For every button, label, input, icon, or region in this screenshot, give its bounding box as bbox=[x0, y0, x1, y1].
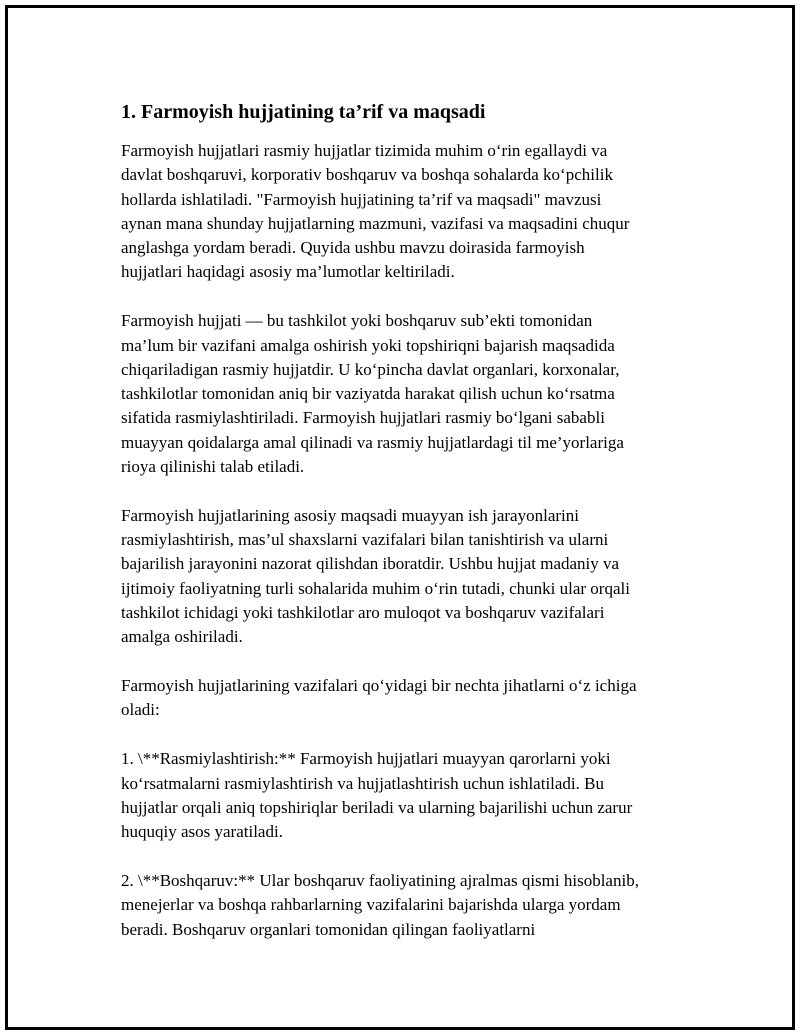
section-heading: 1. Farmoyish hujjatining ta’rif va maqsadi bbox=[121, 101, 486, 123]
list-item-formalization: 1. \**Rasmiylashtirish:** Farmoyish hujjatlari muayyan qarorlarni yoki ko‘rsatmalarni rasmiylashtirish va hujjatlashtirish uchun ishlatiladi. Bu hujjatlar orqali aniq topshiriqlar beriladi va ularning bajarilishi uchun zarur huquqiy asos yaratiladi. bbox=[121, 749, 633, 842]
paragraph-definition: Farmoyish hujjati — bu tashkilot yoki boshqaruv sub’ekti tomonidan ma’lum bir vazifani amalga oshirish yoki topshiriqni bajarish maqsadida chiqariladigan rasmiy hujjatdir. U ko‘pincha davlat organlari, korxonalar, tashkilotlar tomonidan aniq bir vaziyatda harakat qilish uchun ko‘rsatma sifatida rasmiylashtiriladi. Farmoyish hujjatlari rasmiy bo‘lgani sababli muayyan qoidalarga amal qilinadi va rasmiy hujjatlardagi til me’yorlariga rioya qilinishi talab etiladi. bbox=[121, 311, 624, 477]
paragraph-functions-intro: Farmoyish hujjatlarining vazifalari qo‘yidagi bir nechta jihatlarni o‘z ichiga oladi: bbox=[121, 676, 637, 720]
paragraph-intro: Farmoyish hujjatlari rasmiy hujjatlar tizimida muhim o‘rin egallaydi va davlat boshqaruvi, korporativ boshqaruv va boshqa sohalarda ko‘pchilik hollarda ishlatiladi. "Farmoyish hujjatining ta’rif va maqsadi" mavzusi aynan mana shunday hujjatlarning mazmuni, vazifasi va maqsadini chuqur anglashga yordam beradi. Quyida ushbu mavzu doirasida farmoyish hujjatlari haqidagi asosiy ma’lumotlar keltiriladi. bbox=[121, 141, 630, 282]
paragraph-purpose: Farmoyish hujjatlarining asosiy maqsadi muayyan ish jarayonlarini rasmiylashtirish, mas’ul shaxslarni vazifalari bilan tanishtirish va ularni bajarilish jarayonini nazorat qilishdan iboratdir. Ushbu hujjat madaniy va ijtimoiy faoliyatning turli sohalarida muhim o‘rin tutadi, chunki ular orqali tashkilot ichidagi yoki tashkilotlar aro muloqot va boshqaruv vazifalari amalga oshiriladi. bbox=[121, 505, 630, 647]
list-item-management: 2. \**Boshqaruv:** Ular boshqaruv faoliyatining ajralmas qismi hisoblanib, menejerlar va boshqa rahbarlarning vazifalarini bajarishda ularga yordam beradi. Boshqaruv organlari tomonidan qilingan faoliyatlarni bbox=[121, 870, 639, 939]
page-frame bbox=[5, 5, 795, 1030]
document-body bbox=[121, 98, 711, 966]
